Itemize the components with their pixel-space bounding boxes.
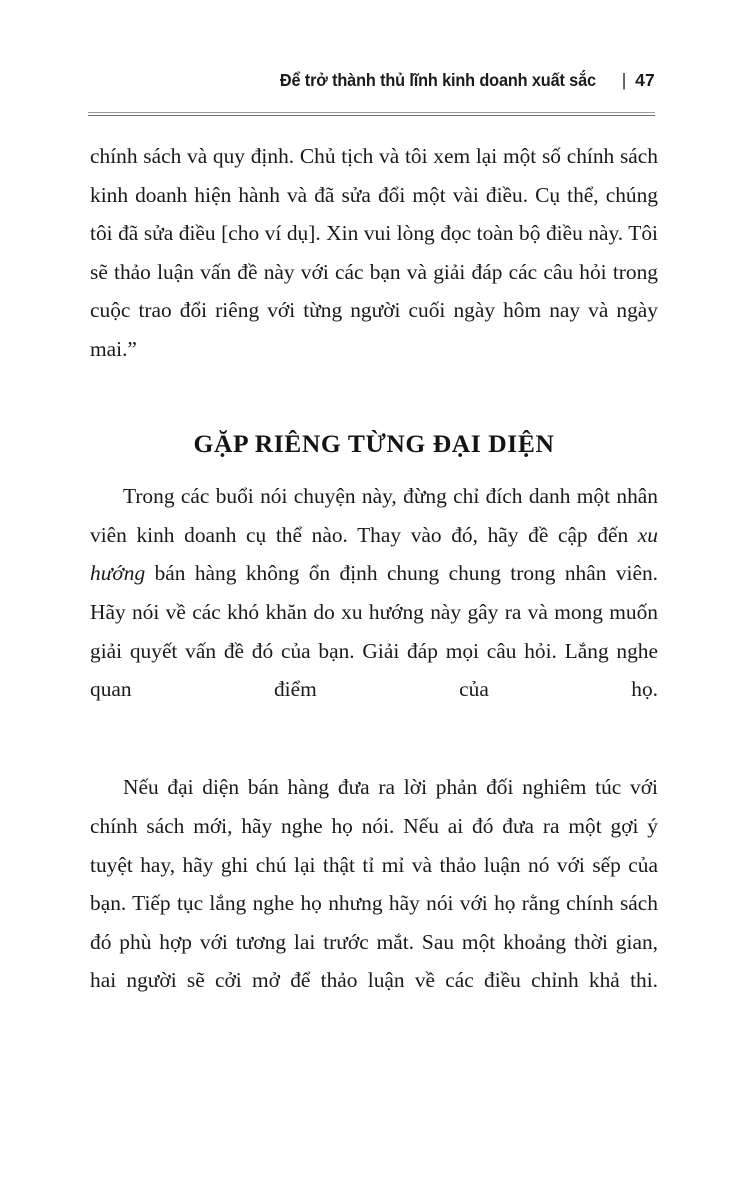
spacer-between-paragraphs [90, 747, 658, 768]
spacer-after-heading [90, 461, 658, 477]
header-rule-line-top [88, 112, 655, 113]
emphasis-xu-huong: xu hướng [90, 522, 658, 586]
running-header [88, 70, 655, 96]
paragraph-three: Nếu đại diện bán hàng đưa ra lời phản đối nghiêm túc với chính sách mới, hãy nghe họ nói. Nếu ai đó đưa ra một gợi ý tuyệt hay, hãy ghi chú lại thật tỉ mỉ và thảo luận nó với sếp của bạn. Tiếp tục lắng nghe họ nhưng hãy nói với họ rằng chính sách đó phù hợp với tương lai trước mắt. Sau một khoảng thời gian, hai người sẽ cởi mở để thảo luận về các điều chỉnh khả thi. [90, 775, 658, 993]
page-number: 47 [635, 70, 655, 90]
paragraph-continuation: chính sách và quy định. Chủ tịch và tôi xem lại một số chính sách kinh doanh hiện hành và đã sửa đổi một vài điều. Cụ thể, chúng tôi đã sửa điều [cho ví dụ]. Xin vui lòng đọc toàn bộ điều này. Tôi sẽ thảo luận vấn đề này với các bạn và giải đáp các câu hỏi trong cuộc trao đổi riêng với từng người cuối ngày hôm nay và ngày mai.” [90, 144, 658, 361]
spacer-before-heading [90, 407, 658, 427]
header-rule-line-bottom [88, 115, 655, 116]
text-column [90, 137, 658, 1038]
paragraph-two [90, 477, 658, 747]
section-heading: GẶP RIÊNG TỪNG ĐẠI DIỆN [193, 429, 555, 459]
header-divider-rule [88, 112, 655, 116]
paragraph-two-text-after-italic: bán hàng không ổn định chung chung trong nhân viên. Hãy nói về các khó khăn do xu hướng này gây ra và mong muốn giải quyết vấn đề đó của bạn. Giải đáp mọi câu hỏi. Lắng nghe quan điểm của họ. [90, 561, 658, 702]
running-header-title: Để trở thành thủ lĩnh kinh doanh xuất sắc [279, 70, 596, 90]
running-header-separator: | [621, 70, 627, 90]
paragraph-two-text-before-italic: Trong các buổi nói chuyện này, đừng chỉ đích danh một nhân viên kinh doanh cụ thể nào. Thay vào đó, hãy đề cập đến [90, 484, 658, 547]
